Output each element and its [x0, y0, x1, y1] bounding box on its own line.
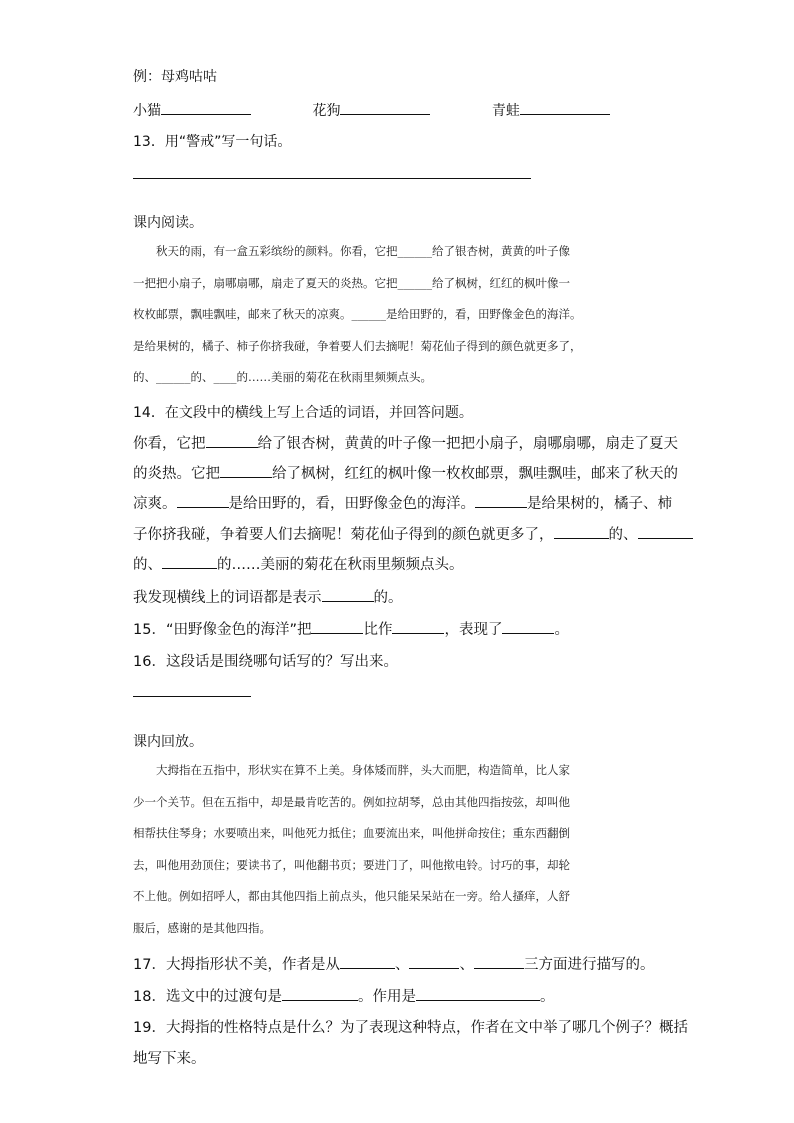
answer-blank[interactable] — [322, 587, 374, 602]
passage-line: 相帮扶住琴身；水要喷出来，叫他死力抵住；血要流出来，叫他拼命按住；重东西翻倒 — [133, 826, 570, 840]
passage-line: 秋天的雨，有一盒五彩缤纷的颜料。你看，它把______给了银杏树，黄黄的叶子像 — [133, 244, 570, 258]
question-15: 15．“田野像金色的海洋”把 比作 ，表现了 。 — [133, 618, 569, 639]
answer-blank[interactable] — [206, 433, 258, 448]
answer-line[interactable] — [133, 696, 251, 697]
answer-blank[interactable] — [638, 524, 693, 539]
passage-line: 枚枚邮票，飘哇飘哇，邮来了秋天的凉爽。______是给田野的，看，田野像金色的海洋。 — [133, 307, 582, 321]
question-14: 14．在文段中的横线上写上合适的词语，并回答问题。 — [133, 405, 473, 421]
reading-passage — [133, 236, 663, 394]
q14-line-1: 你看，它把 给了银杏树，黄黄的叶子像一把把小扇子，扇哪扇哪，扇走了夏天 — [133, 432, 678, 453]
item-frog: 青蛙 — [492, 100, 610, 120]
answer-blank[interactable] — [220, 463, 272, 478]
item-cat: 小猫 — [133, 100, 308, 120]
answer-blank[interactable] — [409, 954, 459, 969]
question-19: 19．大拇指的性格特点是什么？为了表现这种特点，作者在文中举了哪几个例子？概括 — [133, 1020, 688, 1036]
passage-line: 的、______的、____的……美丽的菊花在秋雨里频频点头。 — [133, 370, 432, 384]
answer-blank[interactable] — [520, 100, 610, 115]
q14-line-6: 我发现横线上的词语都是表示 的。 — [133, 586, 403, 607]
passage-line: 去，叫他用劲顶住；要读书了，叫他翻书页；要进门了，叫他揿电铃。讨巧的事，却轮 — [133, 857, 570, 872]
question-17: 17．大拇指形状不美，作者是从 、 、 三方面进行描写的。 — [133, 953, 654, 974]
question-18: 18．选文中的过渡句是 。作用是 。 — [133, 985, 554, 1006]
review-passage — [133, 755, 663, 944]
item-dog: 花狗 — [312, 100, 487, 120]
passage-line: 少一个关节。但在五指中，却是最肯吃苦的。例如拉胡琴，总由其他四指按弦，却叫他 — [133, 794, 570, 809]
answer-blank[interactable] — [161, 100, 251, 115]
answer-blank[interactable] — [502, 619, 554, 634]
answer-blank[interactable] — [177, 493, 229, 508]
question-13: 13．用“警戒”写一句话。 — [133, 134, 292, 150]
answer-blank[interactable] — [475, 493, 527, 508]
example-line: 例：母鸡咕咕 — [133, 69, 217, 85]
question-16: 16．这段话是围绕哪句话写的？写出来。 — [133, 654, 398, 670]
answer-blank[interactable] — [416, 986, 540, 1001]
animal-sounds-row — [133, 100, 610, 120]
answer-blank[interactable] — [340, 954, 395, 969]
passage-line: 是给果树的，橘子、柿子你挤我碰，争着要人们去摘呢！菊花仙子得到的颜色就更多了， — [133, 338, 582, 353]
answer-blank[interactable] — [474, 954, 524, 969]
q14-line-5: 的、 的……美丽的菊花在秋雨里频频点头。 — [133, 553, 464, 574]
answer-blank[interactable] — [340, 100, 430, 115]
answer-blank[interactable] — [282, 986, 358, 1001]
passage-line: 大拇指在五指中，形状实在算不上美。身体矮而胖，头大而肥，构造简单，比人家 — [133, 763, 570, 777]
answer-blank[interactable] — [162, 554, 217, 569]
answer-line[interactable] — [133, 178, 531, 179]
section-heading-review: 课内回放。 — [133, 734, 203, 750]
answer-blank[interactable] — [311, 619, 363, 634]
q14-line-2: 的炎热。它把 给了枫树，红红的枫叶像一枚枚邮票，飘哇飘哇，邮来了秋天的 — [133, 462, 678, 483]
section-heading-reading: 课内阅读。 — [133, 215, 203, 231]
passage-line: 不上他。例如招呼人，都由其他四指上前点头，他只能呆呆站在一旁。给人搔痒，人舒 — [133, 889, 570, 903]
answer-blank[interactable] — [392, 619, 444, 634]
q14-line-4: 子你挤我碰，争着要人们去摘呢！菊花仙子得到的颜色就更多了， 的、 — [133, 523, 693, 544]
passage-line: 一把把小扇子，扇哪扇哪，扇走了夏天的炎热。它把______给了枫树，红红的枫叶像一 — [133, 275, 570, 290]
answer-blank[interactable] — [554, 524, 609, 539]
q14-line-3: 凉爽。 是给田野的，看，田野像金色的海洋。 是给果树的，橘子、柿 — [133, 492, 672, 513]
passage-line: 服后，感谢的是其他四指。 — [133, 920, 271, 935]
question-19-cont: 地写下来。 — [133, 1051, 206, 1067]
